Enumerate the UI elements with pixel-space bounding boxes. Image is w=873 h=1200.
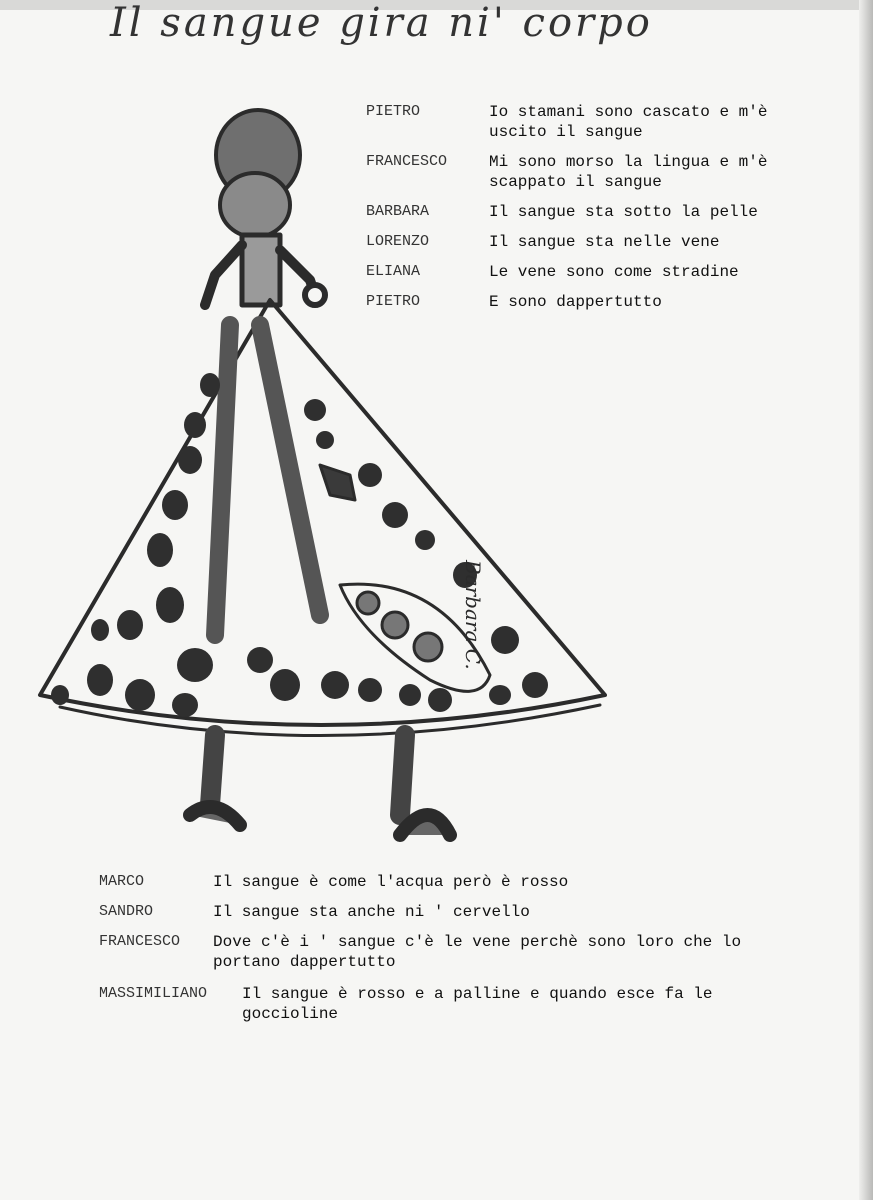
dialog-row	[99, 902, 819, 932]
dialog-line: Il sangue sta anche ni ' cervello	[213, 903, 530, 921]
dialog-line: Il sangue sta nelle vene	[489, 233, 720, 251]
dialog-line: Il sangue sta sotto la pelle	[489, 203, 758, 221]
speaker-name: PIETRO	[366, 103, 421, 120]
speaker-name: MARCO	[99, 873, 145, 890]
speaker-name: LORENZO	[366, 233, 430, 250]
top-dialog	[366, 102, 796, 322]
dialog-row	[99, 932, 819, 984]
dialog-line: Io stamani sono cascato e m'è uscito il sangue	[489, 103, 778, 141]
dialog-row	[366, 102, 796, 152]
speaker-name: FRANCESCO	[99, 933, 181, 950]
speaker-name: BARBARA	[366, 203, 430, 220]
speaker-name: SANDRO	[99, 903, 154, 920]
dialog-line: Dove c'è i ' sangue c'è le vene perchè sono loro che lo portano dappertutto	[213, 933, 751, 971]
scan-edge-right	[859, 0, 873, 1200]
dialog-row	[366, 232, 796, 262]
dialog-line: Il sangue è rosso e a palline e quando esce fa le goccioline	[242, 985, 723, 1023]
artist-signature: Barbara C.	[461, 560, 485, 670]
dialog-line: E sono dappertutto	[489, 293, 662, 311]
dialog-line: Mi sono morso la lingua e m'è scappato il sangue	[489, 153, 778, 191]
dialog-row	[366, 292, 796, 322]
bottom-dialog	[99, 872, 819, 1034]
dialog-row	[99, 984, 819, 1034]
speaker-name: ELIANA	[366, 263, 421, 280]
page-title: Il sangue gira ni' corpo	[110, 0, 653, 46]
dialog-line: Il sangue è come l'acqua però è rosso	[213, 873, 569, 891]
dialog-line: Le vene sono come stradine	[489, 263, 739, 281]
dialog-row	[366, 202, 796, 232]
speaker-name: FRANCESCO	[366, 153, 448, 170]
speaker-name: MASSIMILIANO	[99, 985, 208, 1002]
dialog-row	[99, 872, 819, 902]
speaker-name: PIETRO	[366, 293, 421, 310]
dialog-row	[366, 152, 796, 202]
dialog-row	[366, 262, 796, 292]
